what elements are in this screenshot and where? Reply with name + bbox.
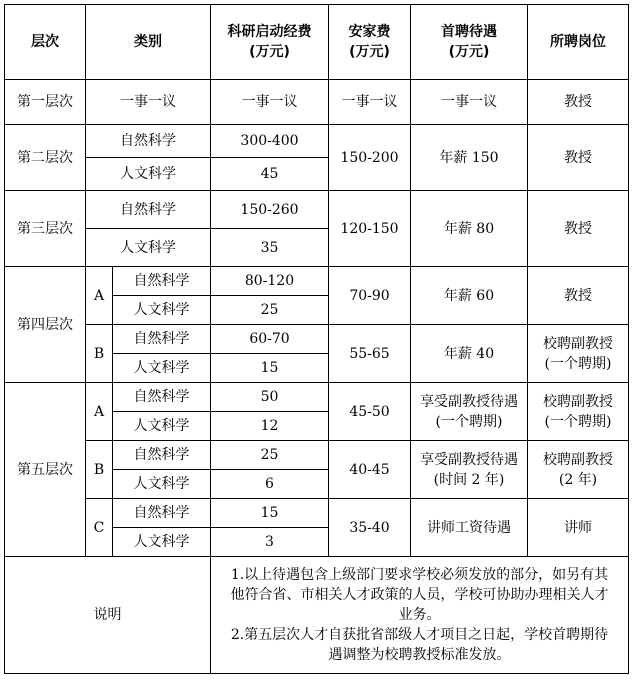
level-1-row: [5, 80, 629, 125]
level-5b-row-natural: [5, 441, 629, 470]
level-4b-pay: 年薪 40: [411, 325, 528, 383]
level-1-settlement: 一事一议: [329, 80, 411, 125]
header-research-funding: 科研启动经费 (万元): [211, 5, 329, 80]
level-3-humanities: 人文科学: [86, 229, 211, 267]
level-4a-humanities: 人文科学: [113, 296, 211, 325]
level-5a-row-natural: [5, 383, 629, 412]
level-5a-position: 校聘副教授 (一个聘期): [528, 383, 629, 441]
level-5c-funding-humanities: 3: [211, 528, 329, 557]
level-5b-settlement: 40-45: [329, 441, 411, 499]
level-5c-position: 讲师: [528, 499, 629, 557]
level-4a-pay: 年薪 60: [411, 267, 528, 325]
level-5a-funding-humanities: 12: [211, 412, 329, 441]
level-1-name: 第一层次: [5, 80, 86, 125]
level-2-position: 教授: [528, 125, 629, 191]
level-4b-funding-humanities: 15: [211, 354, 329, 383]
level-2-natural-science: 自然科学: [86, 125, 211, 158]
level-5c-settlement: 35-40: [329, 499, 411, 557]
level-4b-settlement: 55-65: [329, 325, 411, 383]
level-5b-position: 校聘副教授 (2 年): [528, 441, 629, 499]
level-4b-position: 校聘副教授 (一个聘期): [528, 325, 629, 383]
note-line: 遇调整为校聘教授标准发放。: [328, 647, 511, 663]
level-5b-funding-humanities: 6: [211, 470, 329, 499]
header-first-term-pay: 首聘待遇 (万元): [411, 5, 528, 80]
level-5a-funding-natural: 50: [211, 383, 329, 412]
note-line: 业务。: [398, 607, 441, 623]
notes-label: 说明: [5, 557, 211, 674]
level-4b-natural-science: 自然科学: [113, 325, 211, 354]
level-4a-label: A: [86, 267, 113, 325]
level-4-name: 第四层次: [5, 267, 86, 383]
note-line: 他符合省、市相关人才政策的人员，学校可协助办理相关人才: [230, 587, 609, 603]
level-3-funding-natural: 150-260: [211, 191, 329, 229]
level-5b-pay: 享受副教授待遇 (时间 2 年): [411, 441, 528, 499]
note-line: 1.以上待遇包含上级部门要求学校必须发放的部分，如另有其: [230, 567, 609, 583]
talent-treatment-table: [4, 4, 629, 674]
level-4b-label: B: [86, 325, 113, 383]
level-3-position: 教授: [528, 191, 629, 267]
level-5b-humanities: 人文科学: [113, 470, 211, 499]
level-1-position: 教授: [528, 80, 629, 125]
header-settlement-fee: 安家费 (万元): [329, 5, 411, 80]
level-5a-settlement: 45-50: [329, 383, 411, 441]
level-4b-funding-natural: 60-70: [211, 325, 329, 354]
header-row: [5, 5, 629, 80]
level-2-funding-natural: 300-400: [211, 125, 329, 158]
level-4a-funding-natural: 80-120: [211, 267, 329, 296]
level-1-pay: 一事一议: [411, 80, 528, 125]
level-3-name: 第三层次: [5, 191, 86, 267]
level-5c-funding-natural: 15: [211, 499, 329, 528]
level-5b-funding-natural: 25: [211, 441, 329, 470]
level-3-row-natural: [5, 191, 629, 229]
level-3-pay: 年薪 80: [411, 191, 528, 267]
level-5-name: 第五层次: [5, 383, 86, 557]
level-4a-row-natural: [5, 267, 629, 296]
level-3-natural-science: 自然科学: [86, 191, 211, 229]
level-2-row-natural: [5, 125, 629, 158]
level-5b-label: B: [86, 441, 113, 499]
level-5c-natural-science: 自然科学: [113, 499, 211, 528]
level-5a-humanities: 人文科学: [113, 412, 211, 441]
note-line: 2.第五层次人才自获批省部级人才项目之日起，学校首聘期待: [230, 627, 609, 643]
level-2-name: 第二层次: [5, 125, 86, 191]
level-4a-settlement: 70-90: [329, 267, 411, 325]
level-5a-label: A: [86, 383, 113, 441]
level-2-pay: 年薪 150: [411, 125, 528, 191]
level-3-funding-humanities: 35: [211, 229, 329, 267]
level-5c-pay: 讲师工资待遇: [411, 499, 528, 557]
level-2-humanities: 人文科学: [86, 158, 211, 191]
header-level: 层次: [5, 5, 86, 80]
level-5c-humanities: 人文科学: [113, 528, 211, 557]
level-4a-funding-humanities: 25: [211, 296, 329, 325]
level-1-funding: 一事一议: [211, 80, 329, 125]
level-5c-label: C: [86, 499, 113, 557]
level-4a-position: 教授: [528, 267, 629, 325]
header-position: 所聘岗位: [528, 5, 629, 80]
level-4b-humanities: 人文科学: [113, 354, 211, 383]
level-4b-row-natural: [5, 325, 629, 354]
level-1-category: 一事一议: [86, 80, 211, 125]
header-category: 类别: [86, 5, 211, 80]
level-5b-natural-science: 自然科学: [113, 441, 211, 470]
notes-text: [211, 557, 629, 674]
level-5a-natural-science: 自然科学: [113, 383, 211, 412]
level-3-settlement: 120-150: [329, 191, 411, 267]
level-5c-row-natural: [5, 499, 629, 528]
notes-row: [5, 557, 629, 674]
level-2-funding-humanities: 45: [211, 158, 329, 191]
level-2-settlement: 150-200: [329, 125, 411, 191]
level-5a-pay: 享受副教授待遇 (一个聘期): [411, 383, 528, 441]
level-4a-natural-science: 自然科学: [113, 267, 211, 296]
